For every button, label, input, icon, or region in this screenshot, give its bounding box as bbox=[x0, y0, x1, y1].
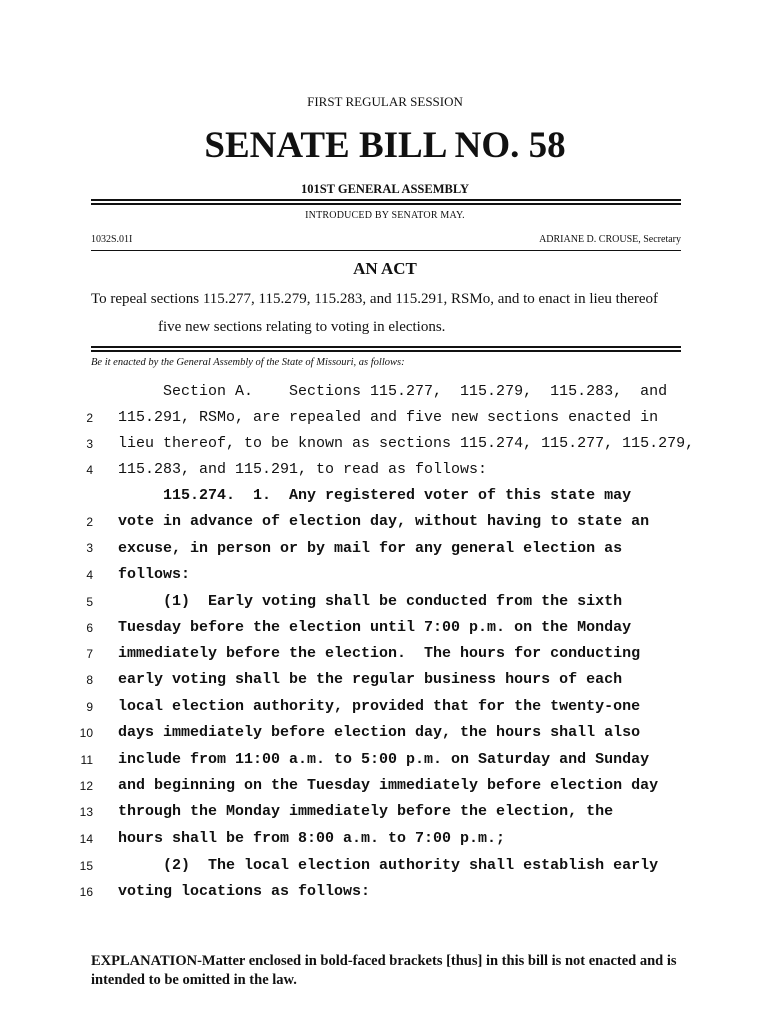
section-line: and beginning on the Tuesday immediately before election day bbox=[118, 777, 659, 794]
section-line: follows: bbox=[118, 566, 191, 583]
line-number: 8 bbox=[86, 673, 93, 687]
double-rule-top bbox=[91, 199, 681, 205]
section-line: through the Monday immediately before the election, the bbox=[118, 803, 614, 820]
line-number: 13 bbox=[79, 805, 93, 819]
explanation-note: EXPLANATION-Matter enclosed in bold-faced brackets [thus] in this bill is not enacted and is intended to be omitted in the law. bbox=[91, 953, 677, 988]
enacting-clause: Be it enacted by the General Assembly of the State of Missouri, as follows: bbox=[91, 357, 405, 368]
section-line: local election authority, provided that for the twenty-one bbox=[118, 698, 641, 715]
rule-divider bbox=[91, 250, 681, 251]
act-purpose-line-1: To repeal sections 115.277, 115.279, 115.283, and 115.291, RSMo, and to enact in lieu thereof bbox=[91, 291, 659, 307]
section-a-line: 115.291, RSMo, are repealed and five new sections enacted in bbox=[118, 409, 659, 426]
section-line: immediately before the election. The hours for conducting bbox=[118, 645, 641, 662]
section-line: voting locations as follows: bbox=[118, 883, 371, 900]
line-number: 2 bbox=[86, 411, 93, 425]
line-number: 7 bbox=[86, 647, 93, 661]
line-number: 6 bbox=[86, 621, 93, 635]
introduced-by: INTRODUCED BY SENATOR MAY. bbox=[305, 210, 465, 221]
line-number: 4 bbox=[86, 568, 93, 582]
line-number: 10 bbox=[79, 726, 93, 740]
section-line: early voting shall be the regular business hours of each bbox=[118, 671, 623, 688]
line-number: 3 bbox=[86, 541, 93, 555]
section-a-line: 115.283, and 115.291, to read as follows: bbox=[118, 461, 488, 478]
secretary-name: ADRIANE D. CROUSE, Secretary bbox=[539, 234, 681, 245]
section-line: hours shall be from 8:00 a.m. to 7:00 p.m.; bbox=[118, 830, 506, 847]
line-number: 14 bbox=[79, 832, 93, 846]
line-number: 3 bbox=[86, 437, 93, 451]
line-number: 15 bbox=[79, 859, 93, 873]
section-line: excuse, in person or by mail for any general election as bbox=[118, 540, 623, 557]
line-number: 2 bbox=[86, 515, 93, 529]
section-line: days immediately before election day, the hours shall also bbox=[118, 724, 641, 741]
section-a-line: Section A. Sections 115.277, 115.279, 115.283, and bbox=[118, 383, 668, 400]
section-a-line: lieu thereof, to be known as sections 115.274, 115.277, 115.279, bbox=[118, 435, 695, 452]
section-line: (1) Early voting shall be conducted from the sixth bbox=[118, 593, 623, 610]
line-number: 12 bbox=[79, 779, 93, 793]
session-label: FIRST REGULAR SESSION bbox=[307, 94, 463, 109]
bill-title: SENATE BILL NO. 58 bbox=[204, 125, 566, 166]
act-purpose-line-2: five new sections relating to voting in elections. bbox=[158, 319, 446, 335]
section-line: Tuesday before the election until 7:00 p.m. on the Monday bbox=[118, 619, 632, 636]
line-number: 9 bbox=[86, 700, 93, 714]
line-number: 4 bbox=[86, 463, 93, 477]
assembly-label: 101ST GENERAL ASSEMBLY bbox=[300, 182, 470, 196]
line-number: 16 bbox=[79, 885, 93, 899]
document-id: 1032S.01I bbox=[91, 234, 133, 245]
line-number: 11 bbox=[80, 753, 93, 767]
line-number: 5 bbox=[86, 595, 93, 609]
section-line: include from 11:00 a.m. to 5:00 p.m. on Saturday and Sunday bbox=[118, 751, 650, 768]
section-line: vote in advance of election day, without having to state an bbox=[118, 513, 650, 530]
act-heading: AN ACT bbox=[353, 259, 417, 278]
section-line: 115.274. 1. Any registered voter of this state may bbox=[118, 487, 632, 504]
double-rule-mid bbox=[91, 346, 681, 352]
section-line: (2) The local election authority shall establish early bbox=[118, 857, 659, 874]
